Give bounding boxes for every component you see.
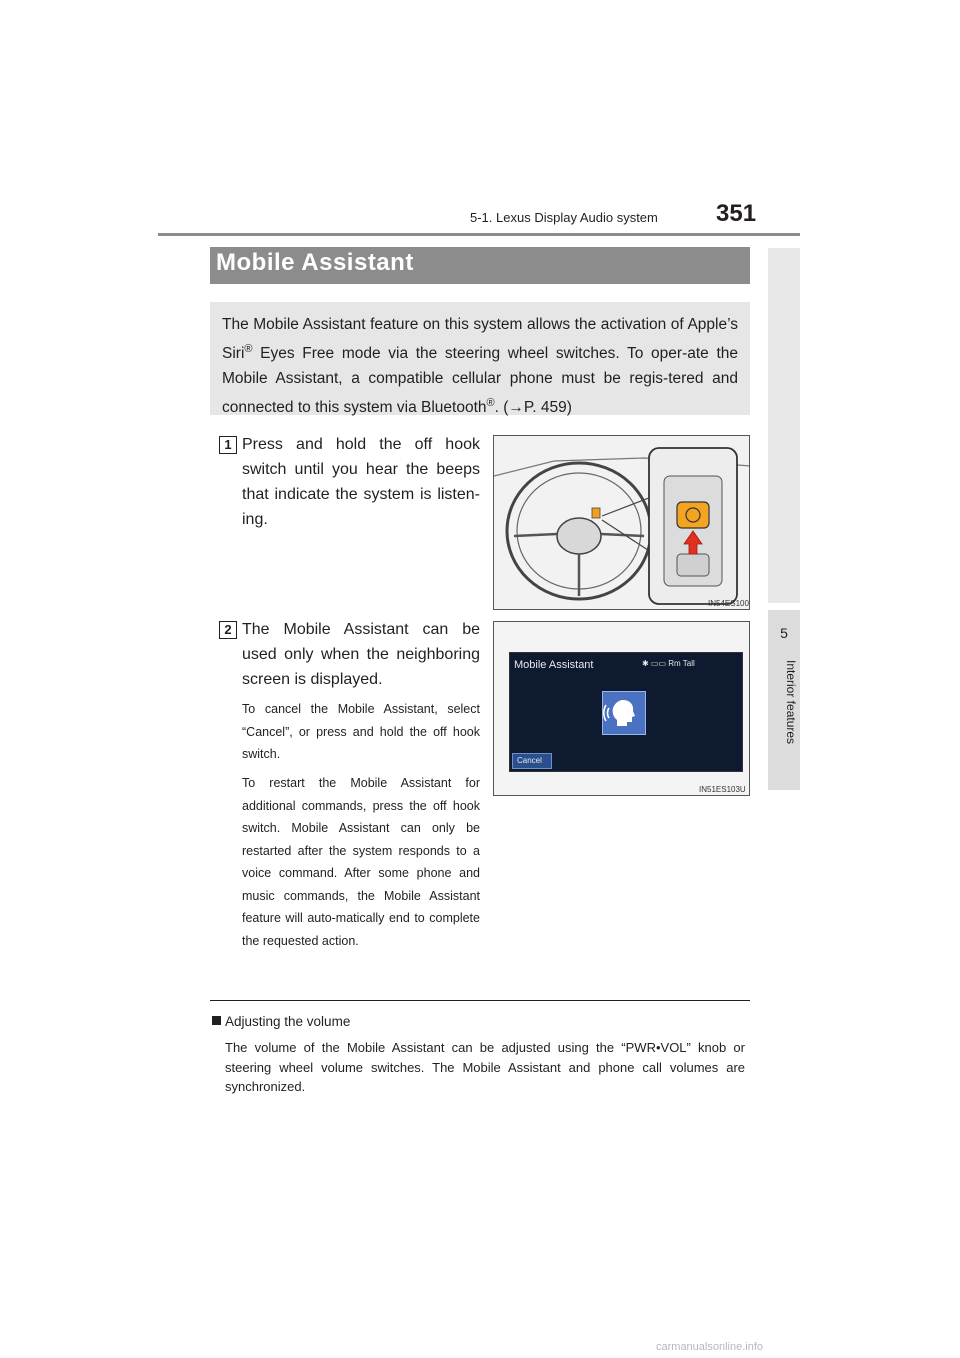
screen-title: Mobile Assistant bbox=[514, 659, 594, 671]
side-tab-bar bbox=[768, 248, 800, 603]
steering-wheel-figure bbox=[493, 435, 750, 610]
screen-status-icons: ✱ ▭▭ Rm Tall bbox=[642, 659, 695, 668]
note-cancel: To cancel the Mobile Assistant, select “Cancel”, or press and hold the off hook switch. bbox=[242, 702, 480, 761]
header-rule bbox=[158, 233, 800, 236]
square-bullet-icon bbox=[212, 1016, 221, 1025]
note-restart: To restart the Mobile Assistant for additional commands, press the off hook switch. Mobile Assistant can only be restarted after the system responds to a voice command. After some phone and music commands, the Mobile Assistant feature will auto-matically end to complete the requested action. bbox=[242, 776, 480, 948]
subsection-heading bbox=[212, 1014, 350, 1029]
page-number: 351 bbox=[716, 200, 757, 227]
figure-code: IN51ES103U bbox=[699, 785, 746, 794]
mobile-assistant-screen-figure bbox=[493, 621, 750, 796]
figure-code: IN54ES100 bbox=[708, 599, 749, 608]
step-2-text: The Mobile Assistant can be used only when the neighboring screen is displayed. bbox=[242, 621, 480, 688]
voice-assistant-icon bbox=[602, 691, 646, 735]
steering-wheel-illustration bbox=[494, 436, 750, 610]
step-1-text: Press and hold the off hook switch until you hear the beeps that indicate the system is listen-ing. bbox=[242, 436, 480, 528]
display-screen bbox=[509, 652, 743, 772]
watermark: carmanualsonline.info bbox=[656, 1341, 764, 1353]
registered-mark: ® bbox=[486, 397, 495, 410]
intro-text-1: The Mobile Assistant feature on this system allows the activation of Apple’s Siri bbox=[222, 316, 738, 363]
intro-text-2: Eyes Free mode via the steering wheel switches. To oper-ate the Mobile Assistant, a compatible cellular phone must be regis-tered and connected to this system via Bluetooth bbox=[222, 345, 738, 417]
subsection-rule bbox=[210, 1000, 750, 1001]
subsection-heading-text: Adjusting the volume bbox=[225, 1014, 351, 1029]
step-number-badge: 1 bbox=[219, 436, 237, 454]
cancel-button[interactable]: Cancel bbox=[512, 753, 552, 769]
running-header-section: 5-1. Lexus Display Audio system bbox=[470, 210, 658, 225]
chapter-number: 5 bbox=[780, 625, 788, 641]
section-title: Mobile Assistant bbox=[216, 249, 414, 276]
chapter-label: Interior features bbox=[784, 660, 798, 745]
intro-box bbox=[210, 302, 750, 415]
step-number-badge: 2 bbox=[219, 621, 237, 639]
registered-mark: ® bbox=[244, 343, 253, 355]
intro-text-3: . (→P. 459) bbox=[494, 399, 572, 417]
subsection-body: The volume of the Mobile Assistant can be adjusted using the “PWR•VOL” knob or steering wheel volume switches. The Mobile Assistant and phone call volumes are synchronized. bbox=[225, 1040, 745, 1094]
